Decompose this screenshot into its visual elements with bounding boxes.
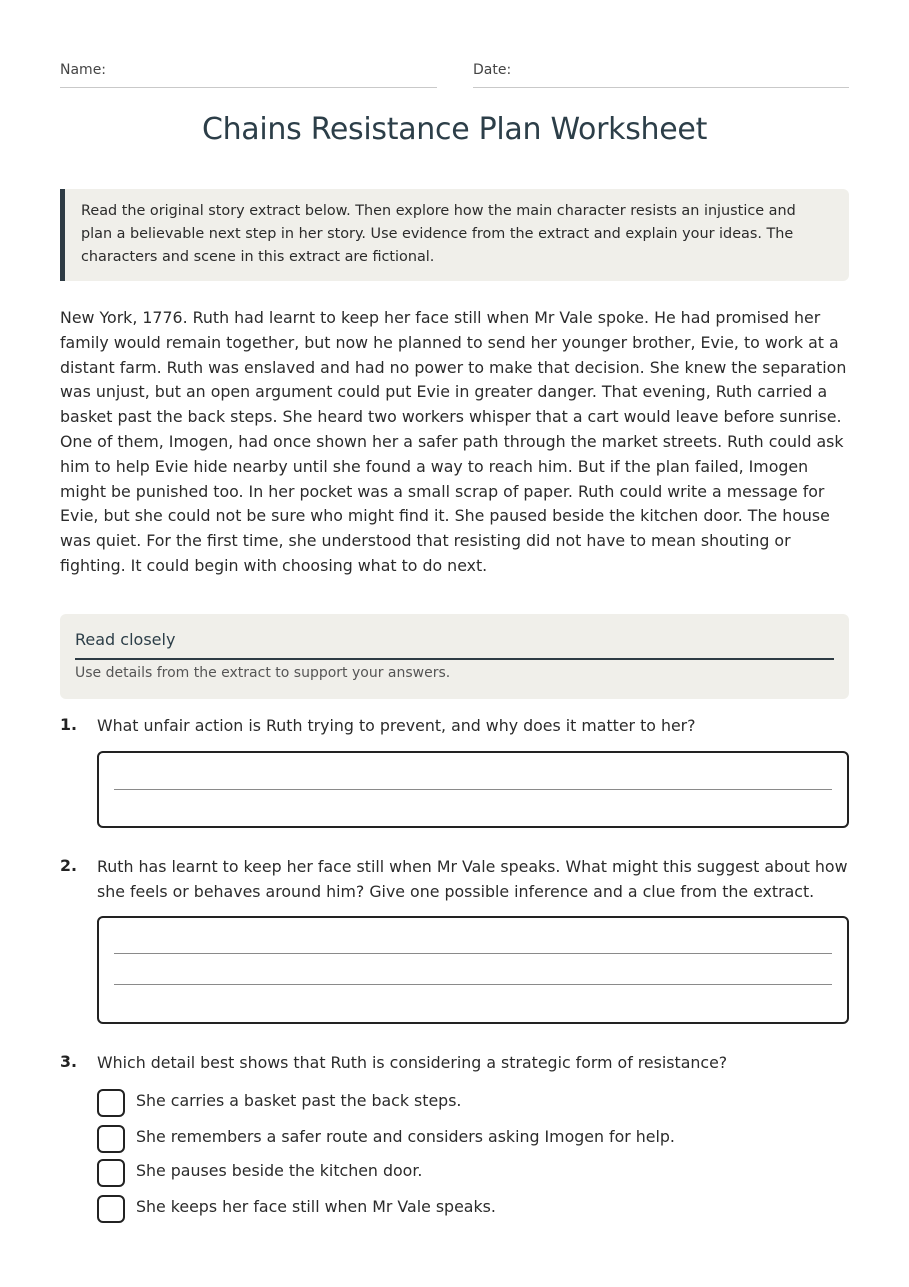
name-label: Name: <box>60 62 107 78</box>
answer-line <box>114 953 832 954</box>
option-b-label: She remembers a safer route and considers asking Imogen for help. <box>136 1127 675 1146</box>
question-1-number: 1. <box>60 715 77 734</box>
checkbox[interactable] <box>97 1195 125 1223</box>
question-2-number: 2. <box>60 856 77 875</box>
worksheet-title: Chains Resistance Plan Worksheet <box>201 112 708 147</box>
answer-box-1[interactable] <box>97 751 849 828</box>
read-closely-subtitle: Use details from the extract to support your answers. <box>75 665 451 681</box>
name-field[interactable] <box>60 58 437 88</box>
option-a[interactable] <box>97 1089 849 1117</box>
story-extract: New York, 1776. Ruth had learnt to keep her face still when Mr Vale spoke. He had promised her family would remain together, but now he planned to send her younger brother, Evie, to work at a distant farm. Ruth was enslaved and had no power to make that decision. She knew the separation was unjust, but an open argument could put Evie in greater danger. That evening, Ruth carried a basket past the back steps. She heard two workers whisper that a cart would leave before sunrise. One of them, Imogen, had once shown her a safer path through the market streets. Ruth could ask him to help Evie hide nearby until she found a way to reach him. But if the plan failed, Imogen might be punished too. In her pocket was a small scrap of paper. Ruth could write a message for Evie, but she could not be sure who might find it. She paused beside the kitchen door. The house was quiet. For the first time, she understood that resisting did not have to mean shouting or fighting. It could begin with choosing what to do next. <box>60 308 847 575</box>
option-b[interactable] <box>97 1125 849 1153</box>
instructions-text: Read the original story extract below. Then explore how the main character resists an injustice and plan a believable next step in her story. Use evidence from the extract and explain your ideas. The characters and scene in this extract are fictional. <box>81 203 796 265</box>
option-d-label: She keeps her face still when Mr Vale speaks. <box>136 1197 496 1216</box>
option-c[interactable] <box>97 1159 849 1187</box>
option-d[interactable] <box>97 1195 849 1223</box>
answer-line <box>114 789 832 790</box>
name-date-row <box>60 58 849 90</box>
answer-line <box>114 984 832 985</box>
checkbox[interactable] <box>97 1125 125 1153</box>
question-3-number: 3. <box>60 1052 77 1071</box>
date-field[interactable] <box>473 58 849 88</box>
option-c-label: She pauses beside the kitchen door. <box>136 1161 423 1180</box>
instructions-box <box>60 189 849 281</box>
date-label: Date: <box>473 62 512 78</box>
question-3-text: Which detail best shows that Ruth is considering a strategic form of resistance? <box>97 1053 728 1072</box>
option-a-label: She carries a basket past the back steps. <box>136 1091 462 1110</box>
question-1-text: What unfair action is Ruth trying to prevent, and why does it matter to her? <box>97 716 696 735</box>
read-closely-heading: Read closely <box>75 630 834 660</box>
checkbox[interactable] <box>97 1089 125 1117</box>
question-2-text: Ruth has learnt to keep her face still when Mr Vale speaks. What might this suggest about how she feels or behaves around him? Give one possible inference and a clue from the extract. <box>97 857 848 901</box>
checkbox[interactable] <box>97 1159 125 1187</box>
answer-box-2[interactable] <box>97 916 849 1024</box>
read-closely-box <box>60 614 849 699</box>
